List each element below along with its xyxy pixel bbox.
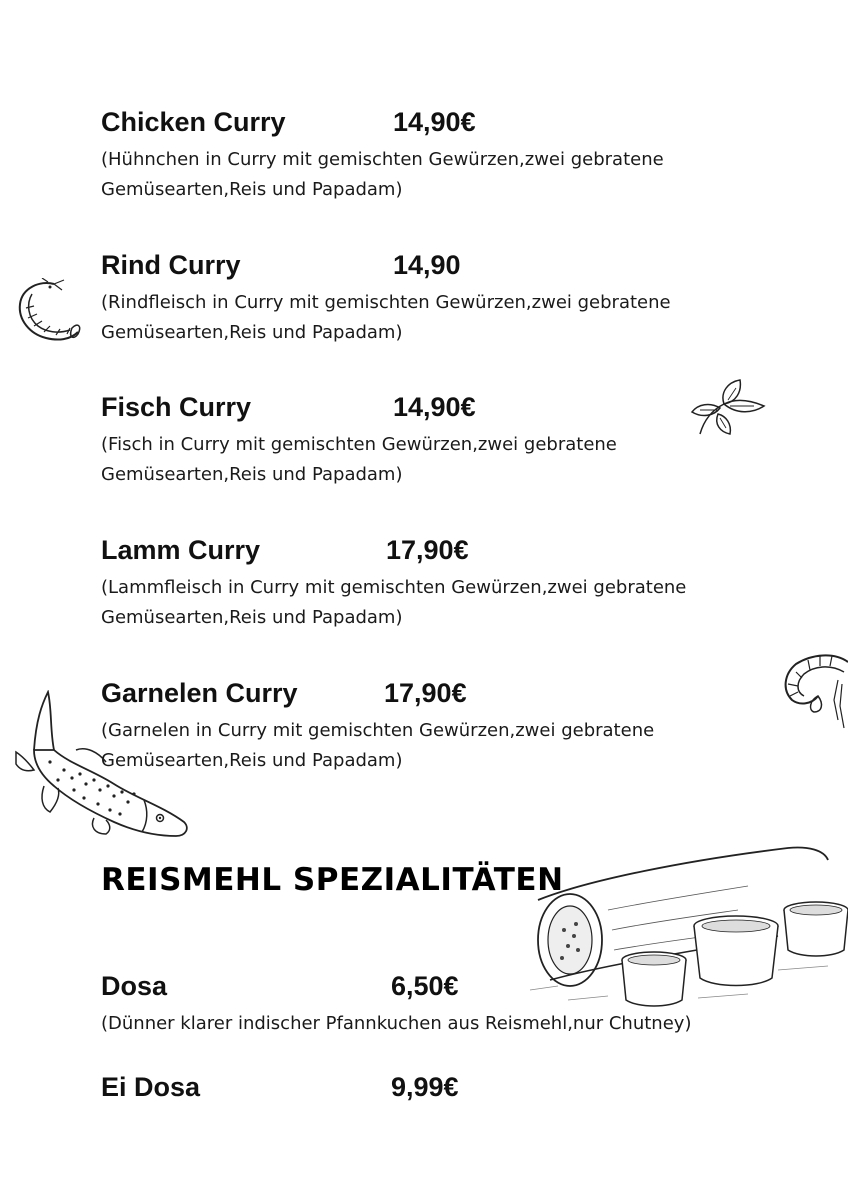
item-price: 14,90 (393, 250, 461, 280)
item-description: (Garnelen in Curry mit gemischten Gewürzen,zwei gebratene Gemüsearten,Reis und Papadam) (101, 720, 655, 771)
item-name: Chicken Curry (101, 107, 286, 137)
leaves-icon (690, 376, 770, 438)
item-name: Ei Dosa (101, 1072, 201, 1102)
item-price: 14,90€ (393, 392, 476, 422)
item-description: (Rindfleisch in Curry mit gemischten Gewürzen,zwei gebratene Gemüsearten,Reis und Papadam) (101, 292, 671, 343)
item-price: 14,90€ (393, 107, 476, 137)
shrimp-icon (12, 278, 82, 353)
item-name: Dosa (101, 971, 168, 1001)
item-description: (Fisch in Curry mit gemischten Gewürzen,zwei gebratene Gemüsearten,Reis und Papadam) (101, 434, 617, 485)
item-name: Garnelen Curry (101, 678, 298, 708)
item-price: 6,50€ (391, 971, 459, 1001)
item-name: Rind Curry (101, 250, 241, 280)
section-title: REISMEHL SPEZIALITÄTEN (101, 862, 564, 898)
item-description: (Hühnchen in Curry mit gemischten Gewürzen,zwei gebratene Gemüsearten,Reis und Papadam) (101, 149, 664, 200)
fish-icon (14, 690, 192, 842)
item-price: 17,90€ (384, 678, 467, 708)
item-description: (Lammfleisch in Curry mit gemischten Gewürzen,zwei gebratene Gemüsearten,Reis und Papadam) (101, 577, 687, 628)
item-description: (Dünner klarer indischer Pfannkuchen aus Reismehl,nur Chutney) (101, 1013, 692, 1034)
item-price: 17,90€ (386, 535, 469, 565)
item-price: 9,99€ (391, 1072, 459, 1102)
item-name: Fisch Curry (101, 392, 252, 422)
item-name: Lamm Curry (101, 535, 261, 565)
shrimp-icon (778, 650, 848, 732)
dosa-illustration (528, 840, 848, 1020)
